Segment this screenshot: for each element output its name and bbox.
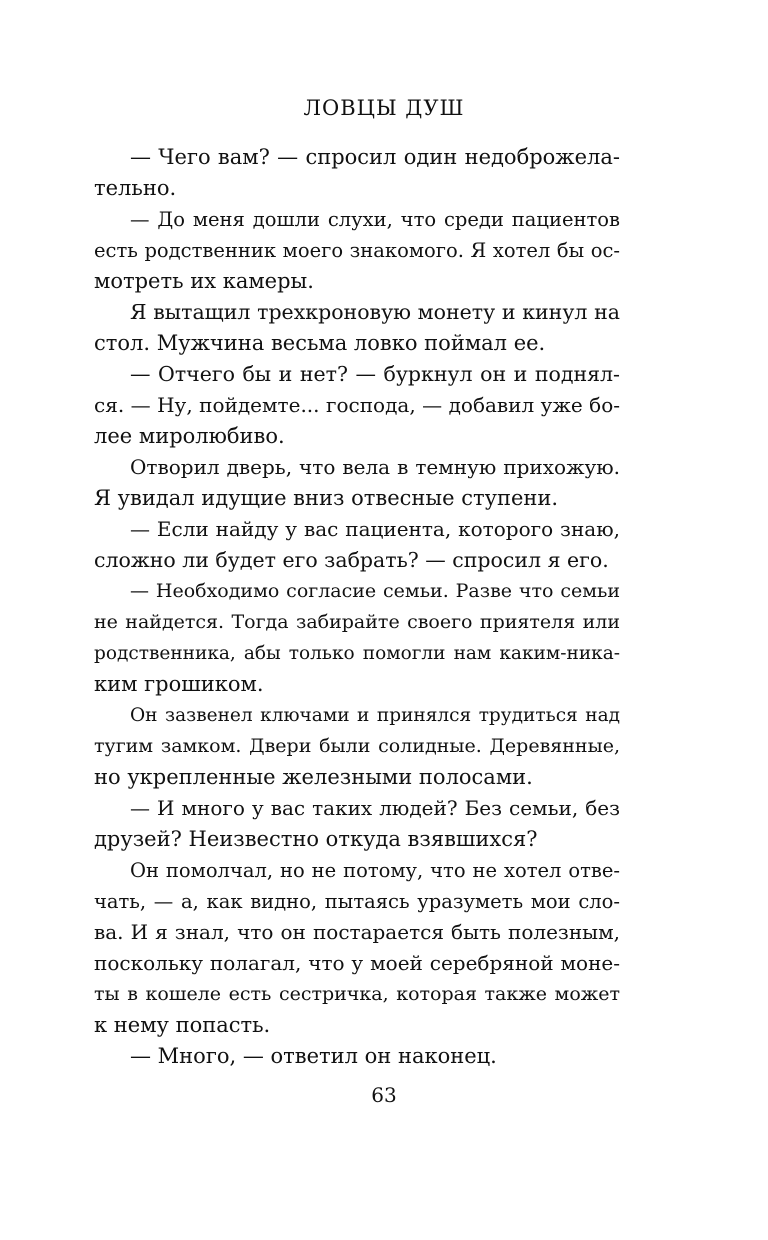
text-line: ся. — Ну, пойдемте... господа, — добавил уже бо-	[94, 393, 620, 417]
text-line: Он помолчал, но не потому, что не хотел отве-	[130, 859, 620, 882]
text-line: друзей? Неизвестно откуда взявшихся?	[94, 827, 538, 851]
text-line: не найдется. Тогда забирайте своего приятеля или	[94, 611, 620, 633]
text-line: — До меня дошли слухи, что среди пациентов	[130, 208, 620, 231]
text-line: есть родственник моего знакомого. Я хотел бы ос-	[94, 239, 620, 262]
text-line: поскольку полагал, что у моей серебряной моне-	[94, 951, 620, 975]
text-line: родственника, абы только помогли нам каким-ника-	[94, 643, 620, 664]
text-line: Он зазвенел ключами и принялся трудиться над	[130, 705, 620, 726]
page-number: 63	[371, 1083, 397, 1107]
text-line: Я вытащил трехкроновую монету и кинул на	[130, 300, 620, 324]
text-line: — Много, — ответил он наконец.	[130, 1044, 497, 1068]
text-line: чать, — а, как видно, пытаясь уразуметь мои сло-	[94, 890, 620, 913]
text-line: стол. Мужчина весьма ловко поймал ее.	[94, 331, 546, 355]
text-line: ты в кошеле есть сестричка, которая также может	[94, 983, 620, 1005]
text-line: к нему попасть.	[94, 1013, 271, 1037]
text-line: тельно.	[94, 176, 177, 200]
text-line: — Если найду у вас пациента, которого знаю,	[130, 517, 620, 541]
running-title: ЛОВЦЫ ДУШ	[303, 96, 465, 120]
text-line: ва. И я знал, что он постарается быть полезным,	[94, 920, 620, 944]
text-line: лее миролюбиво.	[94, 424, 285, 448]
text-line: Отворил дверь, что вела в темную прихожую.	[130, 455, 620, 479]
text-line: — Отчего бы и нет? — буркнул он и поднял-	[130, 362, 620, 386]
text-line: тугим замком. Двери были солидные. Деревянные,	[94, 735, 620, 757]
text-line: Я увидал идущие вниз отвесные ступени.	[94, 486, 559, 510]
text-line: мотреть их камеры.	[94, 269, 314, 293]
text-line: но укрепленные железными полосами.	[94, 765, 533, 789]
text-line: — И много у вас таких людей? Без семьи, без	[130, 796, 620, 820]
text-line: ким грошиком.	[94, 672, 264, 696]
text-line: сложно ли будет его забрать? — спросил я его.	[94, 548, 609, 572]
body-text	[94, 142, 620, 1072]
text-line: — Необходимо согласие семьи. Разве что семьи	[130, 580, 620, 602]
text-line: — Чего вам? — спросил один недоброжела-	[130, 145, 620, 169]
